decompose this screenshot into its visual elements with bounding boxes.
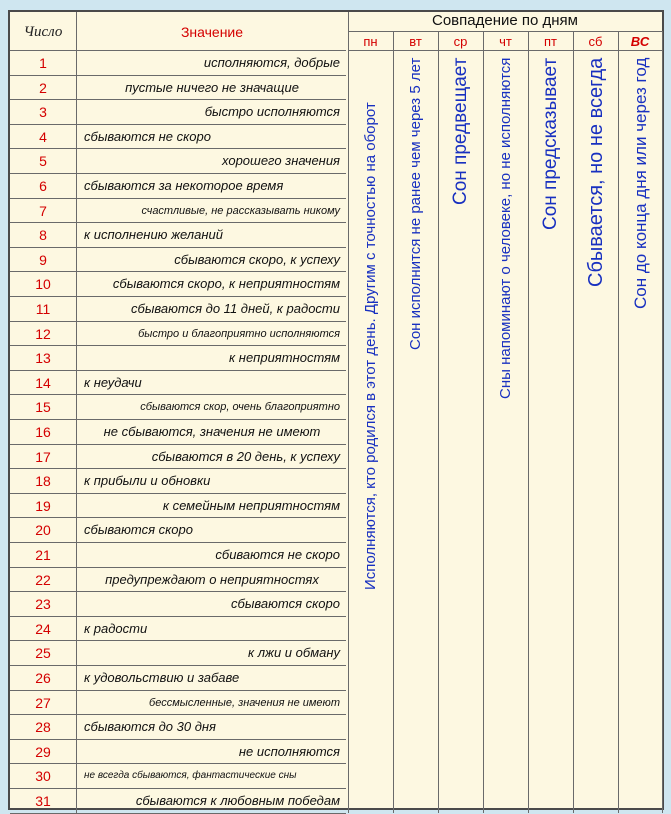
row-meaning: к прибыли и обновки [84, 473, 211, 489]
day-meaning-вс: Сон до конца дня или через год [630, 57, 650, 309]
row-meaning: не исполняются [238, 743, 340, 759]
day-column-divider [393, 31, 394, 813]
row-number: 11 [35, 301, 51, 317]
row-number: 22 [35, 571, 51, 588]
row-meaning: сбываются не скоро [84, 128, 211, 144]
row-meaning: к неудачи [84, 374, 142, 390]
day-column-divider [528, 31, 529, 813]
day-meaning-чт: Сны напоминают о человеке, но не исполняются [497, 57, 514, 399]
row-meaning: к удовольствию и забаве [84, 670, 240, 685]
number-column-header: Число [23, 24, 63, 40]
row-meaning: хорошего значения [221, 153, 340, 169]
row-number: 19 [35, 497, 51, 514]
row-number: 9 [39, 251, 47, 268]
day-column-divider [348, 12, 349, 813]
day-meaning-сб: Сбывается, но не всегда [584, 57, 607, 287]
row-number: 20 [35, 522, 51, 539]
days-header-bottom [348, 50, 662, 51]
row-number: 25 [35, 645, 51, 662]
row-number: 18 [35, 473, 51, 490]
row-meaning: сбываются в 20 день, к успеху [151, 448, 340, 464]
row-meaning: не всегда сбываются, фантастические сны [84, 770, 297, 782]
row-meaning: быстро исполняются [204, 104, 340, 120]
day-meaning-пт: Сон предсказывает [540, 57, 561, 230]
row-number: 21 [35, 547, 51, 563]
day-meaning-вт: Сон исполнится не ранее чем через 5 лет [407, 57, 424, 350]
row-number: 7 [39, 202, 47, 219]
row-number: 5 [39, 153, 47, 170]
day-column-divider [662, 31, 663, 813]
row-meaning: сбываются до 30 дня [84, 719, 217, 735]
row-number: 23 [35, 596, 51, 613]
days-column-header: Совпадение по дням [432, 12, 578, 29]
day-column-divider [438, 31, 439, 813]
row-number: 2 [39, 79, 47, 96]
meaning-column-header: Значение [180, 24, 244, 40]
row-meaning: к радости [84, 620, 148, 636]
day-column-divider [483, 31, 484, 813]
days-header-divider [348, 31, 662, 32]
row-number: 14 [35, 374, 51, 391]
row-meaning: сбываются скоро [231, 596, 340, 612]
day-header-сб: сб [588, 34, 603, 49]
day-meaning-ср: Сон предвещает [450, 57, 471, 205]
number-column-divider [76, 12, 77, 813]
row-meaning: к лжи и обману [247, 645, 340, 661]
row-meaning: сбываются к любовным победам [135, 793, 340, 808]
row-number: 13 [35, 350, 51, 367]
day-header-вс: ВС [630, 34, 650, 49]
row-number: 10 [35, 276, 51, 293]
row-meaning: сбиваются не скоро [215, 547, 340, 562]
row-number: 1 [39, 55, 47, 71]
row-meaning: бессмысленные, значения не имеют [149, 696, 340, 709]
day-column-divider [618, 31, 619, 813]
row-meaning: исполняются, добрые [203, 55, 340, 70]
row-number: 31 [35, 793, 51, 809]
row-meaning: сбываются скоро, к неприятностям [112, 276, 340, 292]
row-meaning: не сбываются, значения не имеют [103, 424, 321, 439]
row-number: 29 [35, 743, 51, 760]
row-number: 6 [39, 178, 47, 194]
row-divider [10, 813, 346, 814]
row-meaning: счастливые, не рассказывать никому [141, 204, 340, 217]
row-number: 16 [35, 424, 51, 440]
row-number: 26 [35, 670, 51, 686]
row-meaning: к семейным неприятностям [162, 497, 340, 513]
row-number: 17 [35, 448, 51, 465]
row-meaning: сбываются до 11 дней, к радости [131, 301, 340, 316]
day-header-вт: вт [409, 34, 422, 49]
row-meaning: к исполнению желаний [84, 227, 223, 243]
row-number: 12 [35, 325, 51, 342]
row-meaning: быстро и благоприятно исполняются [138, 327, 340, 340]
row-meaning: сбываются скоро [84, 522, 193, 538]
day-header-пн: пн [363, 34, 378, 49]
row-meaning: пустые ничего не значащие [125, 79, 299, 95]
day-header-ср: ср [453, 34, 468, 49]
row-meaning: сбываются скоро, к успеху [174, 251, 340, 267]
day-header-чт: чт [499, 34, 512, 49]
row-meaning: сбываются за некоторое время [84, 178, 284, 193]
row-number: 30 [35, 768, 51, 785]
row-number: 15 [35, 399, 51, 416]
row-meaning: предупреждают о неприятностях [105, 571, 319, 587]
row-meaning: сбываются скор, очень благоприятно [140, 401, 340, 414]
row-number: 24 [35, 620, 51, 637]
row-number: 8 [39, 227, 47, 244]
row-number: 3 [39, 104, 47, 121]
day-header-пт: пт [544, 34, 557, 49]
row-number: 27 [35, 694, 51, 711]
row-number: 4 [39, 128, 47, 145]
row-number: 28 [35, 719, 51, 736]
day-meaning-пн: Исполняются, кто родился в этот день. Другим с точностью на оборот [362, 102, 379, 590]
row-meaning: к неприятностям [229, 350, 340, 366]
day-column-divider [573, 31, 574, 813]
